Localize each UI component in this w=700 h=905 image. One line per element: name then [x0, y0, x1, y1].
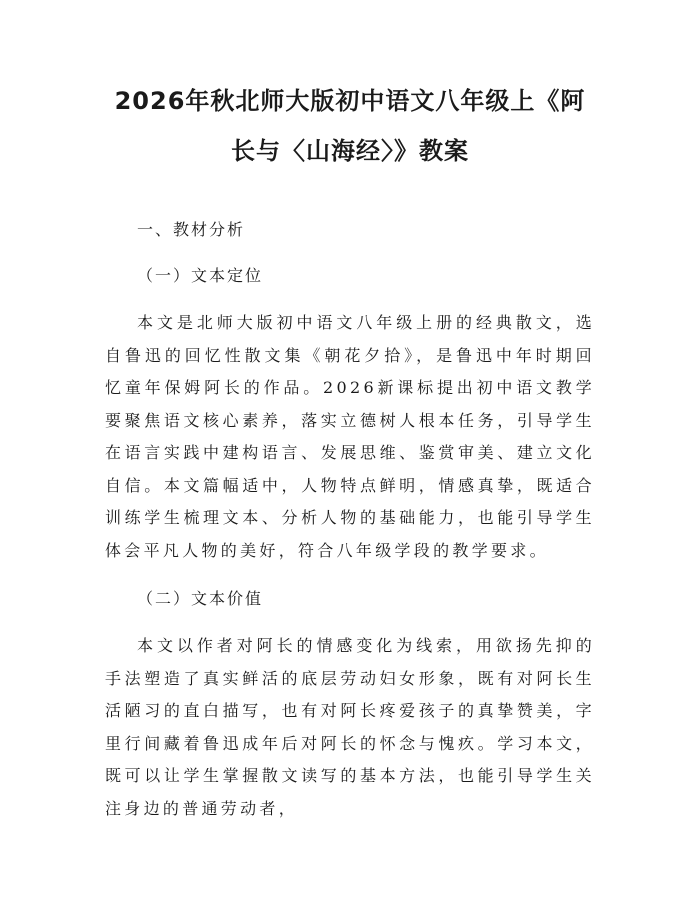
- document-title: 2026年秋北师大版初中语文八年级上《阿长与〈山海经〉》教案: [114, 87, 586, 165]
- subsection-heading-text-value: （二）文本价值: [137, 589, 264, 608]
- paragraph-text-value: 本文以作者对阿长的情感变化为线索，用欲扬先抑的手法塑造了真实鲜活的底层劳动妇女形象，既有对阿长生活陋习的直白描写，也有对阿长疼爱孩子的真挚赞美，字里行间藏着鲁迅成年后对阿长的怀念与愧疚。学习本文，既可以让学生掌握散文读写的基本方法，也能引导学生关注身边的普通劳动者，: [105, 636, 595, 818]
- subsection-heading-text-positioning: （一）文本定位: [137, 266, 264, 285]
- section-heading-textbook-analysis: 一、教材分析: [137, 220, 246, 239]
- paragraph-text-positioning: 本文是北师大版初中语文八年级上册的经典散文，选自鲁迅的回忆性散文集《朝花夕拾》，是鲁迅中年时期回忆童年保姆阿长的作品。2026新课标提出初中语文教学要聚焦语文核心素养，落实立德树人根本任务，引导学生在语言实践中建构语言、发展思维、鉴赏审美、建立文化自信。本文篇幅适中，人物特点鲜明，情感真挚，既适合训练学生梳理文本、分析人物的基础能力，也能引导学生体会平凡人物的美好，符合八年级学段的教学要求。: [105, 313, 595, 560]
